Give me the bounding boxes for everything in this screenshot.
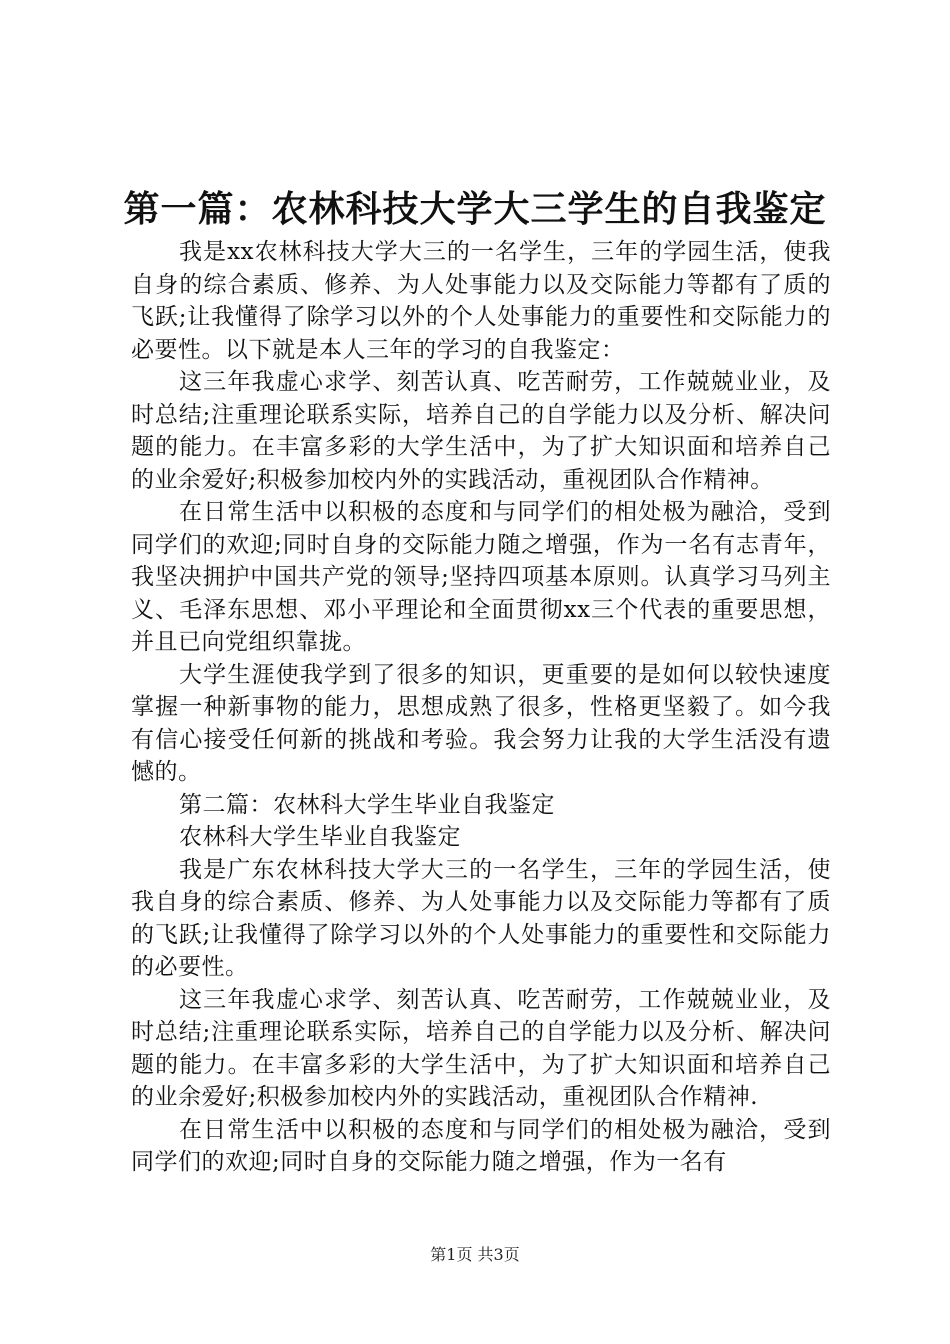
document-body xyxy=(131,236,831,1179)
paragraph-2: 这三年我虚心求学、刻苦认真、吃苦耐劳，工作兢兢业业，及时总结;注重理论联系实际，培养自己的自学能力以及分析、解决问题的能力。在丰富多彩的大学生活中，为了扩大知识面和培养自己的业余爱好;积极参加校内外的实践活动，重视团队合作精神。 xyxy=(131,369,831,493)
section-subtitle: 农林科大学生毕业自我鉴定 xyxy=(179,824,461,850)
paragraph-6: 这三年我虚心求学、刻苦认真、吃苦耐劳，工作兢兢业业，及时总结;注重理论联系实际，培养自己的自学能力以及分析、解决问题的能力。在丰富多彩的大学生活中，为了扩大知识面和培养自己的业余爱好;积极参加校内外的实践活动，重视团队合作精神. xyxy=(131,986,831,1110)
paragraph-3: 在日常生活中以积极的态度和与同学们的相处极为融洽，受到同学们的欢迎;同时自身的交际能力随之增强，作为一名有志青年，我坚决拥护中国共产党的领导;坚持四项基本原则。认真学习马列主义、毛泽东思想、邓小平理论和全面贯彻xx三个代表的重要思想，并且已向党组织靠拢。 xyxy=(131,499,831,655)
paragraph-7: 在日常生活中以积极的态度和与同学们的相处极为融洽，受到同学们的欢迎;同时自身的交际能力随之增强，作为一名有 xyxy=(131,1116,831,1175)
paragraph-4: 大学生涯使我学到了很多的知识，更重要的是如何以较快速度掌握一种新事物的能力，思想成熟了很多，性格更坚毅了。如今我有信心接受任何新的挑战和考验。我会努力让我的大学生活没有遗憾的。 xyxy=(131,661,831,785)
paragraph-1: 我是xx农林科技大学大三的一名学生，三年的学园生活，使我自身的综合素质、修养、为人处事能力以及交际能力等都有了质的飞跃;让我懂得了除学习以外的个人处事能力的重要性和交际能力的必要性。以下就是本人三年的学习的自我鉴定： xyxy=(131,239,831,363)
section-heading-2: 第二篇：农林科大学生毕业自我鉴定 xyxy=(179,791,555,818)
paragraph-5: 我是广东农林科技大学大三的一名学生，三年的学园生活，使我自身的综合素质、修养、为人处事能力以及交际能力等都有了质的飞跃;让我懂得了除学习以外的个人处事能力的重要性和交际能力的必要性。 xyxy=(131,856,831,980)
document-title: 第一篇：农林科技大学大三学生的自我鉴定 xyxy=(123,189,827,230)
page-number-footer: 第1页 共3页 xyxy=(430,1245,520,1264)
